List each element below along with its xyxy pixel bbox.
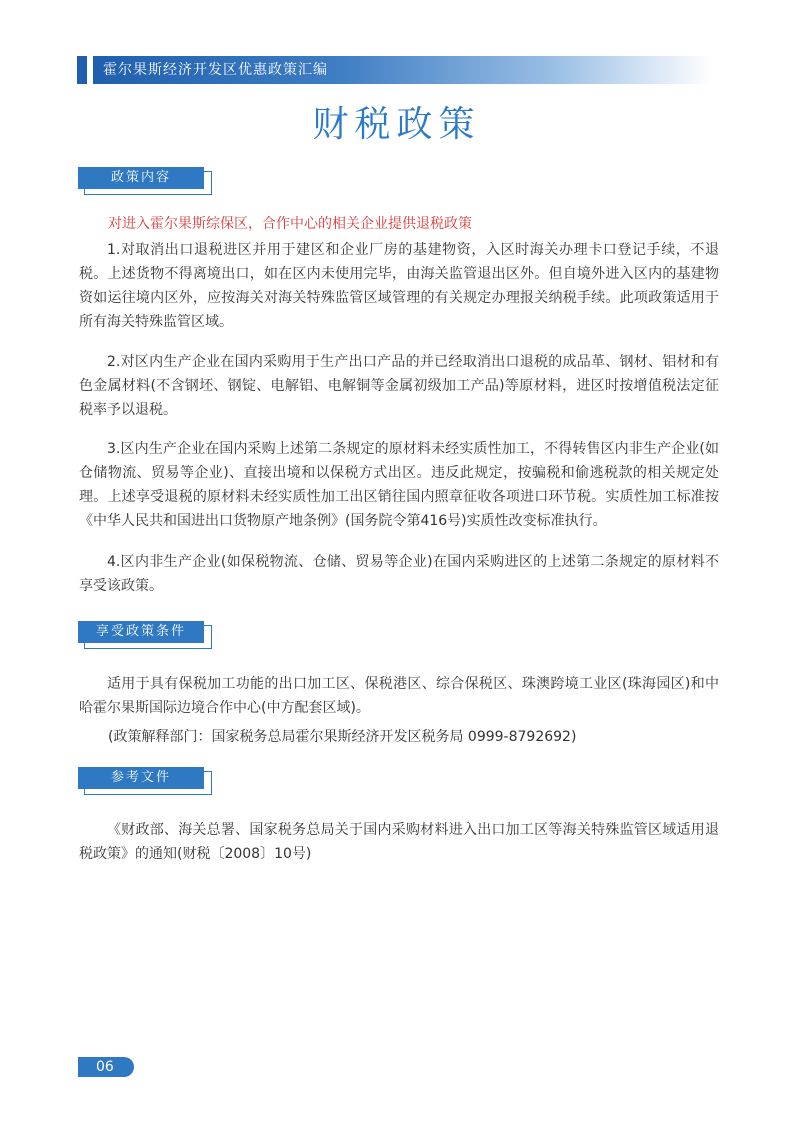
header-title: 霍尔果斯经济开发区优惠政策汇编	[103, 62, 328, 78]
contact-info: (政策解释部门：国家税务总局霍尔果斯经济开发区税务局 0999-8792692)	[108, 729, 577, 745]
paragraph-2: 2.对区内生产企业在国内采购用于生产出口产品的并已经取消出口退税的成品革、钢材、铝材和有色金属材料(不含钢坯、钢锭、电解铝、电解铜等金属初级加工产品)等原材料，进区时按增值税法定征税率予以退税。	[79, 354, 719, 418]
conditions-paragraph: 适用于具有保税加工功能的出口加工区、保税港区、综合保税区、珠澳跨境工业区(珠海园区)和中哈霍尔果斯国际边境合作中心(中方配套区域)。	[79, 676, 719, 716]
page-title: 财税政策	[312, 104, 481, 145]
page-number: 06	[96, 1059, 114, 1075]
paragraph-1: 1.对取消出口退税进区并用于建区和企业厂房的基建物资，入区时海关办理卡口登记手续，不退税。上述货物不得离境出口，如在区内未使用完毕，由海关监管退出区外。但自境外进入区内的基建物资如运往境内区外，应按海关对海关特殊监管区域管理的有关规定办理报关纳税手续。此项政策适用于所有海关特殊监管区域。	[79, 242, 719, 330]
section-tag-conditions: 享受政策条件	[78, 621, 204, 643]
paragraph-3: 3.区内生产企业在国内采购上述第二条规定的原材料未经实质性加工，不得转售区内非生产企业(如仓储物流、贸易等企业)、直接出境和以保税方式出区。违反此规定，按骗税和偷逃税款的相关规定处理。上述享受退税的原材料未经实质性加工出区销往国内照章征收各项进口环节税。实质性加工标准按《中华人民共和国进出口货物原产地条例》(国务院令第416号)实质性改变标准执行。	[79, 441, 719, 529]
section-tag-references: 参考文件	[78, 767, 204, 789]
references-paragraph: 《财政部、海关总署、国家税务总局关于国内采购材料进入出口加工区等海关特殊监管区域适用退税政策》的通知(财税〔2008〕10号)	[79, 822, 719, 862]
header-marker	[77, 56, 87, 84]
paragraph-4: 4.区内非生产企业(如保税物流、仓储、贸易等企业)在国内采购进区的上述第二条规定的原材料不享受该政策。	[79, 554, 719, 594]
section-subtitle: 对进入霍尔果斯综保区，合作中心的相关企业提供退税政策	[108, 216, 472, 232]
section-tag-content: 政策内容	[78, 167, 204, 189]
